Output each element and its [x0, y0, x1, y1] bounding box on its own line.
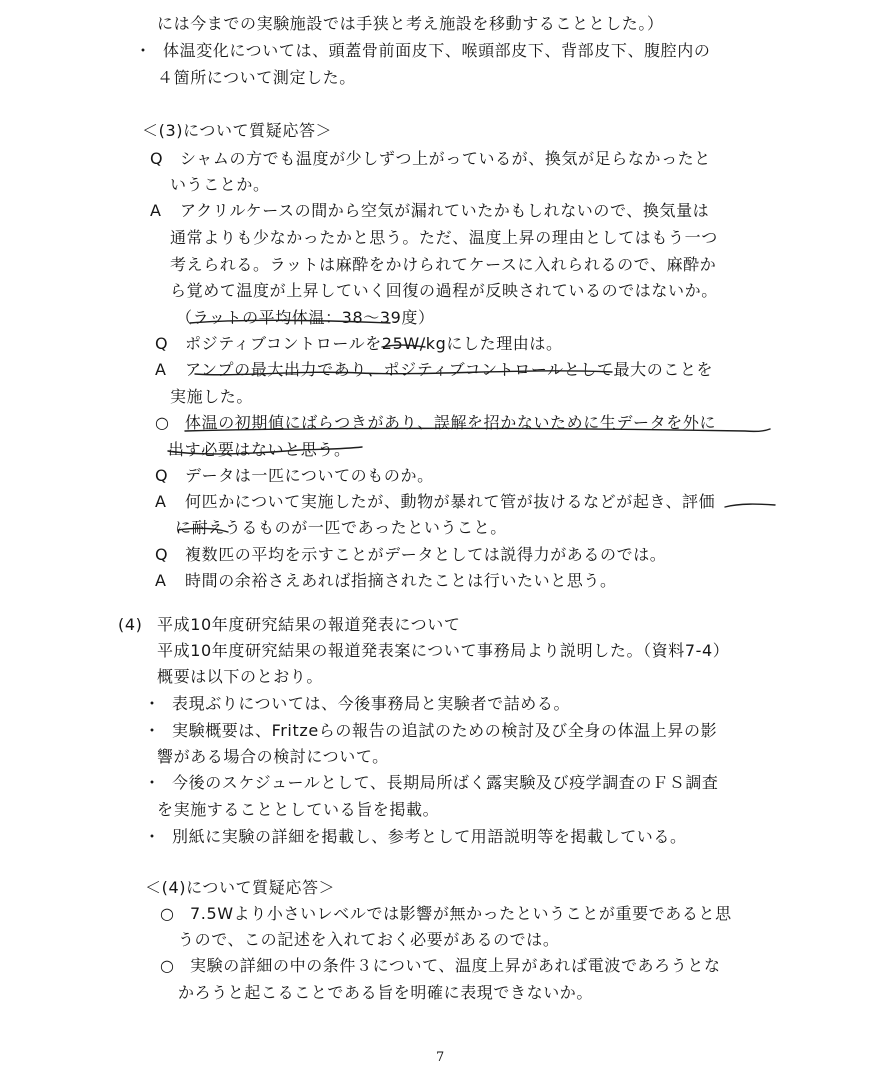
line-text: 概要は以下のとおり。	[157, 667, 324, 686]
line-text: 実験概要は、Fritzeらの報告の追試のための検討及び全身の体温上昇の影	[172, 721, 718, 740]
text-line	[142, 121, 332, 141]
text-line	[157, 800, 439, 820]
line-text: アンプの最大出力であり、ポジティブコントロールとして最大のことを	[185, 360, 714, 379]
text-line	[135, 41, 710, 61]
page-number: 7	[436, 1050, 445, 1065]
line-text: 実施した。	[170, 387, 254, 406]
text-line	[150, 149, 711, 169]
text-line	[150, 201, 709, 221]
text-line	[178, 983, 593, 1003]
line-text: 体温変化については、頭蓋骨前面皮下、喉頭部皮下、背部皮下、腹腔内の	[163, 41, 711, 60]
list-marker: ・	[144, 827, 161, 846]
line-text: 平成10年度研究結果の報道発表について	[157, 615, 461, 634]
line-text: 時間の余裕さえあれば指摘されたことは行いたいと思う。	[185, 571, 617, 590]
line-text: 体温の初期値にばらつきがあり、誤解を招かないために生データを外に	[185, 413, 717, 432]
line-text: データは一匹についてのものか。	[185, 466, 434, 485]
line-text: 実験の詳細の中の条件３について、温度上昇があれば電波であろうとな	[190, 956, 721, 975]
line-text: シャムの方でも温度が少しずつ上がっているが、換気が足らなかったと	[180, 149, 711, 168]
text-line	[155, 466, 434, 486]
text-line	[118, 615, 460, 635]
line-text: 考えられる。ラットは麻酔をかけられてケースに入れられるので、麻酔か	[170, 255, 717, 274]
list-marker: Q	[155, 466, 169, 485]
text-line	[178, 930, 559, 950]
text-line	[168, 440, 351, 460]
list-marker: A	[155, 492, 167, 511]
text-line	[157, 68, 356, 88]
text-line	[175, 518, 507, 538]
line-text: 通常よりも少なかったかと思う。ただ、温度上昇の理由としてはもう一つ	[170, 228, 718, 247]
text-line	[157, 14, 664, 34]
underline-stroke	[725, 504, 775, 507]
line-text: ポジティブコントロールを25W/kgにした理由は。	[185, 334, 563, 353]
line-text: アクリルケースの間から空気が漏れていたかもしれないので、換気量は	[180, 201, 710, 220]
text-line	[170, 281, 718, 301]
text-line	[144, 694, 570, 714]
text-line	[155, 571, 617, 591]
list-marker: A	[155, 571, 167, 590]
text-line	[176, 308, 435, 328]
line-text: 表現ぶりについては、今後事務局と実験者で詰める。	[172, 694, 571, 713]
text-line	[155, 545, 666, 565]
text-line	[160, 904, 732, 924]
text-line	[170, 387, 253, 407]
list-marker: ○	[160, 956, 175, 975]
line-text: いうことか。	[170, 175, 270, 194]
line-text: 出す必要はないと思う。	[168, 440, 351, 459]
line-text: ら覚めて温度が上昇していく回復の過程が反映されているのではないか。	[170, 281, 718, 300]
text-line	[155, 360, 713, 380]
list-marker: ○	[160, 904, 175, 923]
text-line	[157, 667, 323, 687]
line-text: （ラットの平均体温：38～39度）	[176, 308, 435, 327]
list-marker: A	[150, 201, 162, 220]
text-line	[160, 956, 721, 976]
text-line	[144, 773, 719, 793]
text-line	[155, 492, 715, 512]
text-line	[145, 878, 335, 898]
line-text: 別紙に実験の詳細を掲載し、参考として用語説明等を掲載している。	[172, 827, 687, 846]
list-marker: Q	[155, 545, 169, 564]
line-text: 今後のスケジュールとして、長期局所ばく露実験及び疫学調査のＦＳ調査	[172, 773, 719, 792]
list-marker: ・	[144, 694, 161, 713]
line-text: かろうと起こることである旨を明確に表現できないか。	[178, 983, 594, 1002]
line-text: 7.5Wより小さいレベルでは影響が無かったということが重要であると思	[190, 904, 732, 923]
list-marker: ○	[155, 413, 170, 432]
text-line	[144, 721, 717, 741]
line-text: ＜(3)について質疑応答＞	[142, 121, 333, 140]
line-text: には今までの実験施設では手狭と考え施設を移動することとした。）	[157, 14, 664, 33]
text-line	[170, 175, 270, 195]
line-text: に耐えうるものが一匹であったということ。	[175, 518, 507, 537]
list-marker: A	[155, 360, 167, 379]
list-marker: Q	[150, 149, 164, 168]
list-marker: (4)	[118, 615, 143, 634]
list-marker: ・	[144, 773, 161, 792]
list-marker: Q	[155, 334, 169, 353]
line-text: ＜(4)について質疑応答＞	[145, 878, 336, 897]
list-marker: ・	[144, 721, 161, 740]
line-text: 平成10年度研究結果の報道発表案について事務局より説明した。（資料7-4）	[157, 641, 730, 660]
line-text: 複数匹の平均を示すことがデータとしては説得力があるのでは。	[185, 545, 667, 564]
text-line	[155, 334, 563, 354]
line-text: 何匹かについて実施したが、動物が暴れて管が抜けるなどが起き、評価	[185, 492, 716, 511]
line-text: を実施することとしている旨を掲載。	[157, 800, 440, 819]
line-text: ４箇所について測定した。	[157, 68, 356, 87]
list-marker: ・	[135, 41, 152, 60]
text-line	[157, 641, 729, 661]
text-line	[155, 413, 716, 433]
text-line	[170, 255, 716, 275]
line-text: うので、この記述を入れておく必要があるのでは。	[178, 930, 560, 949]
text-line	[157, 747, 389, 767]
text-line	[170, 228, 718, 248]
text-line	[144, 827, 687, 847]
line-text: 響がある場合の検討について。	[157, 747, 389, 766]
